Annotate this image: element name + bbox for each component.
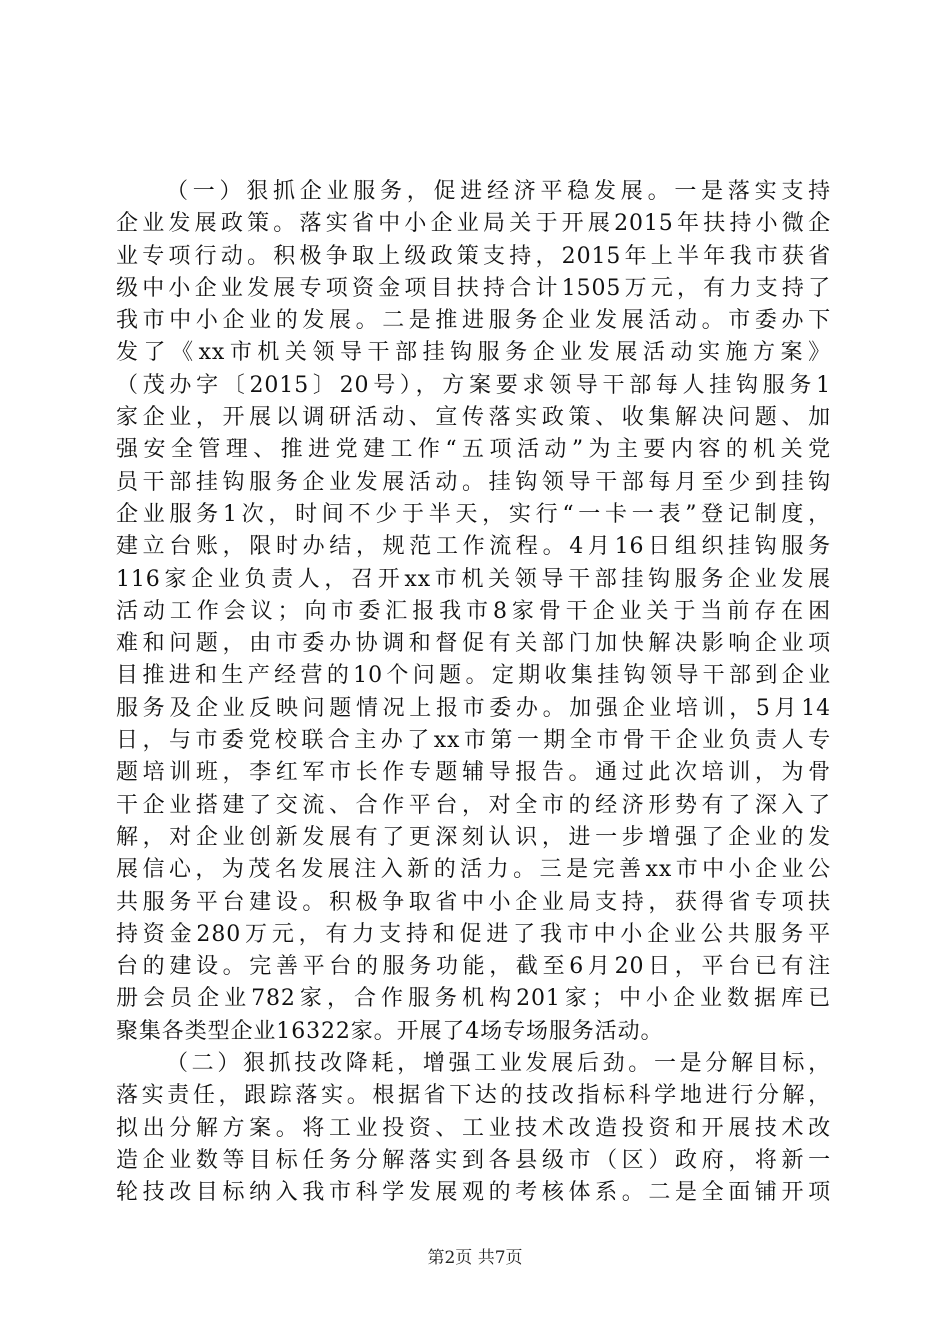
- text-line: 干企业搭建了交流、合作平台，对全市的经济形势有了深入了: [116, 792, 831, 818]
- text-line: 拟出分解方案。将工业投资、工业技术改造投资和开展技术改: [116, 1115, 831, 1141]
- text-line: （茂办字〔2015〕20号），方案要求领导干部每人挂钩服务1: [116, 372, 831, 398]
- text-line: 册会员企业782家，合作服务机构201家；中小企业数据库已: [116, 986, 831, 1012]
- text-line: 题培训班，李红军市长作专题辅导报告。通过此次培训，为骨: [116, 760, 831, 786]
- text-line: 企业发展政策。落实省中小企业局关于开展2015年扶持小微企: [116, 211, 831, 237]
- page-footer: [0, 1243, 950, 1268]
- text-line: 员干部挂钩服务企业发展活动。挂钩领导干部每月至少到挂钩: [116, 469, 831, 495]
- text-line: 116家企业负责人，召开xx市机关领导干部挂钩服务企业发展: [116, 566, 831, 592]
- text-line: 聚集各类型企业16322家。开展了4场专场服务活动。: [116, 1018, 664, 1044]
- text-line: 发了《xx市机关领导干部挂钩服务企业发展活动实施方案》: [116, 340, 831, 366]
- text-line: 强安全管理、推进党建工作“五项活动”为主要内容的机关党: [116, 437, 831, 463]
- text-line: 活动工作会议；向市委汇报我市8家骨干企业关于当前存在困: [116, 598, 831, 624]
- page-number: 第2页 共7页: [427, 1248, 523, 1268]
- text-line: 家企业，开展以调研活动、宣传落实政策、收集解决问题、加: [116, 405, 831, 431]
- text-line: 共服务平台建设。积极争取省中小企业局支持，获得省专项扶: [116, 889, 831, 915]
- text-line: 难和问题，由市委办协调和督促有关部门加快解决影响企业项: [116, 631, 831, 657]
- text-line: 我市中小企业的发展。二是推进服务企业发展活动。市委办下: [116, 308, 831, 334]
- text-line: 造企业数等目标任务分解落实到各县级市（区）政府，将新一: [116, 1147, 831, 1173]
- text-line: 台的建设。完善平台的服务功能，截至6月20日，平台已有注: [116, 954, 831, 980]
- text-line: 目推进和生产经营的10个问题。定期收集挂钩领导干部到企业: [116, 663, 831, 689]
- text-line: 业专项行动。积极争取上级政策支持，2015年上半年我市获省: [116, 243, 831, 269]
- text-line: 轮技改目标纳入我市科学发展观的考核体系。二是全面铺开项: [116, 1180, 831, 1206]
- text-line: 解，对企业创新发展有了更深刻认识，进一步增强了企业的发: [116, 824, 831, 850]
- text-line: 企业服务1次，时间不少于半天，实行“一卡一表”登记制度，: [116, 501, 831, 527]
- text-line: 展信心，为茂名发展注入新的活力。三是完善xx市中小企业公: [116, 857, 831, 883]
- text-line: 服务及企业反映问题情况上报市委办。加强企业培训，5月14: [116, 695, 831, 721]
- text-line: 级中小企业发展专项资金项目扶持合计1505万元，有力支持了: [116, 275, 831, 301]
- body-text: [116, 176, 831, 1210]
- text-line: 持资金280万元，有力支持和促进了我市中小企业公共服务平: [116, 921, 831, 947]
- text-line: （一）狠抓企业服务，促进经济平稳发展。一是落实支持: [166, 179, 831, 204]
- text-line: 落实责任，跟踪落实。根据省下达的技改指标科学地进行分解，: [116, 1083, 831, 1109]
- text-line: （二）狠抓技改降耗，增强工业发展后劲。一是分解目标，: [166, 1051, 831, 1077]
- text-line: 日，与市委党校联合主办了xx市第一期全市骨干企业负责人专: [116, 728, 831, 754]
- text-line: 建立台账，限时办结，规范工作流程。4月16日组织挂钩服务: [116, 534, 831, 560]
